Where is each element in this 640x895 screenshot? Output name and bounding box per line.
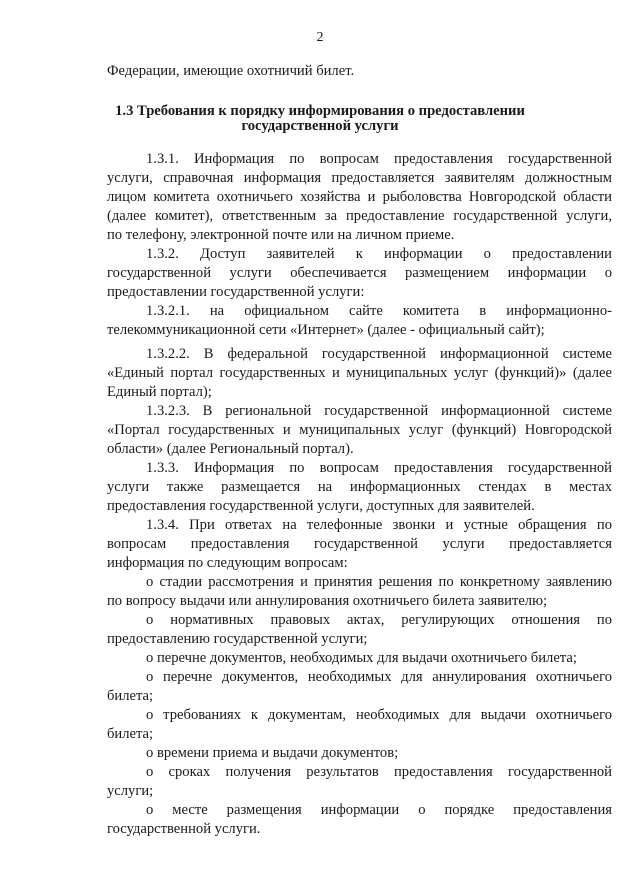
text-line: вопросам предоставления государственной услуги предоставляется bbox=[107, 536, 612, 552]
text-line: о перечне документов, необходимых для выдачи охотничьего билета; bbox=[146, 650, 577, 666]
text-line: государственной услуги обеспечивается размещением информации о bbox=[107, 265, 612, 281]
text-line: по телефону, электронной почте или на личном приеме. bbox=[107, 227, 455, 243]
text-line: услуги; bbox=[107, 783, 154, 799]
text-line: 1.3.2. Доступ заявителей к информации о предоставлении bbox=[146, 246, 612, 262]
section-heading: государственной услуги bbox=[241, 118, 399, 134]
text-line: 1.3.1. Информация по вопросам предоставления государственной bbox=[146, 151, 612, 167]
text-line: о требованиях к документам, необходимых для выдачи охотничьего bbox=[146, 707, 612, 723]
text-line: по вопросу выдачи или аннулирования охотничьего билета заявителю; bbox=[107, 593, 548, 609]
text-line: информация по следующим вопросам: bbox=[107, 555, 348, 571]
text-line: о нормативных правовых актах, регулирующих отношения по bbox=[146, 612, 612, 628]
text-line: (далее комитет), ответственным за предоставление государственной услуги, bbox=[107, 208, 612, 224]
text-line: лицом комитета охотничьего хозяйства и рыболовства Новгородской области bbox=[107, 189, 612, 205]
text-line: о месте размещения информации о порядке предоставления bbox=[146, 802, 612, 818]
text-line: о перечне документов, необходимых для аннулирования охотничьего bbox=[146, 669, 612, 685]
text-line: билета; bbox=[107, 688, 154, 704]
text-line: 1.3.2.3. В региональной государственной информационной системе bbox=[146, 403, 612, 419]
text-line: услуги, справочная информация предоставляется заявителям должностным bbox=[107, 170, 612, 186]
text-line: предоставлению государственной услуги; bbox=[107, 631, 368, 647]
text-line: области» (далее Региональный портал). bbox=[107, 441, 354, 457]
text-line: 1.3.4. При ответах на телефонные звонки и устные обращения по bbox=[146, 517, 612, 533]
text-line: 1.3.3. Информация по вопросам предоставления государственной bbox=[146, 460, 612, 476]
text-line: о сроках получения результатов предоставления государственной bbox=[146, 764, 612, 780]
text-line: 1.3.2.1. на официальном сайте комитета в информационно- bbox=[146, 303, 612, 319]
text-line: Федерации, имеющие охотничий билет. bbox=[107, 63, 355, 79]
text-line: государственной услуги. bbox=[107, 821, 261, 837]
text-line: телекоммуникационной сети «Интернет» (далее - официальный сайт); bbox=[107, 322, 545, 338]
text-line: 1.3.2.2. В федеральной государственной информационной системе bbox=[146, 346, 612, 362]
text-line: билета; bbox=[107, 726, 154, 742]
text-line: «Единый портал государственных и муниципальных услуг (функций)» (далее bbox=[107, 365, 612, 381]
text-line: услуги также размещается на информационных стендах в местах bbox=[107, 479, 612, 495]
text-line: о стадии рассмотрения и принятия решения по конкретному заявлению bbox=[146, 574, 612, 590]
text-line: предоставлении государственной услуги: bbox=[107, 284, 365, 300]
text-line: предоставления государственной услуги, доступных для заявителей. bbox=[107, 498, 535, 514]
section-heading: 1.3 Требования к порядку информирования о предоставлении bbox=[115, 103, 525, 119]
text-line: «Портал государственных и муниципальных услуг (функций) Новгородской bbox=[107, 422, 612, 438]
text-line: о времени приема и выдачи документов; bbox=[146, 745, 399, 761]
text-line: Единый портал); bbox=[107, 384, 212, 400]
page-number: 2 bbox=[316, 30, 324, 45]
